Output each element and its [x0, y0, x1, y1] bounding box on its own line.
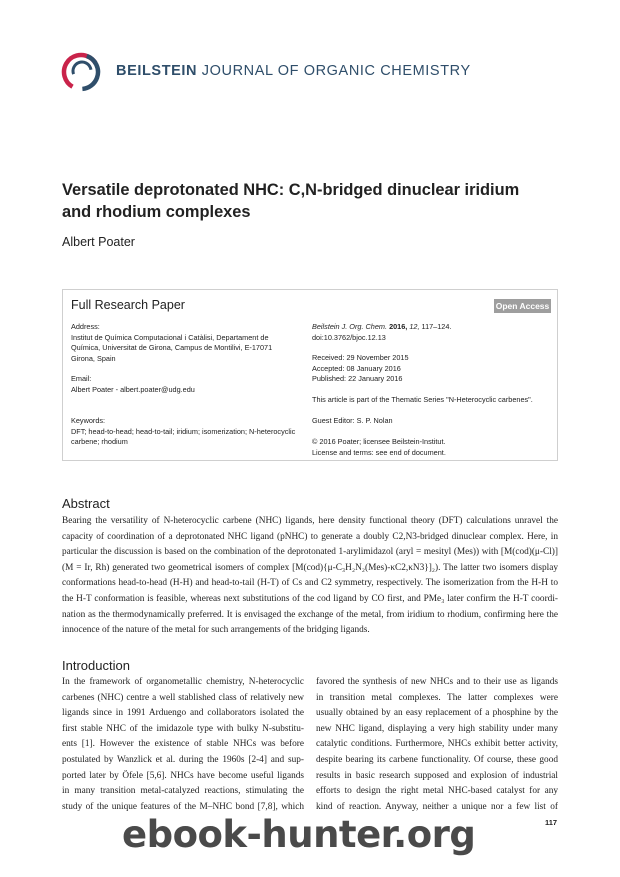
abstract-line: particular the discussion is based on the combination of the deprotonated 1-arylimidazol (aryl = mesityl (Mes)) with [M(cod)(μ-Cl)] [62, 547, 558, 558]
watermark: ebook-hunter.org [122, 813, 476, 856]
guest-editor: Guest Editor: S. P. Nolan [312, 416, 393, 425]
email-line[interactable]: Albert Poater - albert.poater@udg.edu [71, 384, 195, 394]
citation-block [312, 322, 451, 343]
intro-line: in transition metal complexes. The latter complexes were [316, 692, 558, 703]
journal-name-bold: BEILSTEIN [116, 63, 198, 79]
introduction-heading: Introduction [62, 658, 130, 673]
intro-line: results in basic research supposed and explosion of industrial [316, 770, 558, 781]
citation-line [312, 322, 451, 333]
address-line: Institut de Química Computacional i Catàlisi, Departament de [71, 332, 269, 342]
intro-line: carbenes (NHC) centre a well stablished class of relatively new [62, 692, 304, 703]
abstract-line: Bearing the versatility of N-heterocyclic carbene (NHC) ligands, here density functional theory (DFT) calculations unravel the [62, 516, 558, 526]
copyright-block [312, 437, 446, 458]
address-block [71, 322, 272, 364]
dates-block [312, 353, 409, 385]
article-title-line: Versatile deprotonated NHC: C,N-bridged dinuclear iridium [62, 181, 520, 199]
license-line: License and terms: see end of document. [312, 447, 446, 457]
abstract-line: conformations head-to-head (H-H) and head-to-tail (H-T) of Cs and C2 symmetry, respectively. The isomerization from the H-H to [62, 578, 558, 589]
citation-volume: 12, [409, 322, 420, 331]
keywords-line: DFT; head-to-head; head-to-tail; iridium; isomerization; N-heterocyclic [71, 426, 296, 436]
abstract-line: capacity of coordination of a deprotonated NHC ligand (pNHC) to generate a doubly C2,N3-bridged dinuclear complex. Here, in [62, 531, 558, 542]
intro-line: in many transition metal-catalyzed reactions, stimulating the [62, 786, 304, 797]
published-date: Published: 22 January 2016 [312, 374, 403, 383]
intro-line: ligands since in 1991 Arduengo and collaborators isolated the [62, 708, 304, 719]
intro-line: despite bearing its carbene functionality. Of course, these good [316, 754, 558, 765]
abstract-text [62, 514, 558, 639]
citation-journal: Beilstein J. Org. Chem. [312, 322, 388, 331]
keywords-label: Keywords: [71, 416, 106, 425]
intro-line: kind of reaction. Anyway, neither a unique nor a few list of [316, 801, 558, 812]
address-label: Address: [71, 322, 100, 331]
intro-line: efforts to design the right metal NHC-based catalyst for any [316, 786, 558, 797]
intro-line: new NHC ligand, displaying a very high stability under many [316, 723, 558, 734]
intro-line: ents [1]. However the existence of stable NHCs was before [62, 739, 304, 750]
introduction-left-column [62, 675, 304, 815]
intro-line: catalytic conditions. Furthermore, NHCs exhibit better activity, [316, 739, 558, 750]
keywords-line: carbene; rhodium [71, 437, 128, 446]
intro-line: study of the unique features of the M–NHC bond [7,8], which [62, 801, 304, 812]
journal-name [116, 63, 471, 79]
address-line: Química, Universitat de Girona, Campus de Montilivi, E-17071 [71, 343, 273, 352]
intro-line: In the framework of organometallic chemistry, N-heterocyclic [62, 677, 304, 687]
introduction-right-column [316, 675, 558, 815]
doi-link[interactable]: doi:10.3762/bjoc.12.13 [312, 332, 386, 342]
intro-line: favored the synthesis of new NHCs and to their use as ligands [316, 677, 558, 687]
received-date: Received: 29 November 2015 [312, 353, 409, 362]
citation-year: 2016, [389, 322, 408, 331]
article-title [62, 179, 572, 223]
intro-line: usually obtained by an easy replacement of a phosphine by the [316, 708, 558, 719]
abstract-line: innocence of the nature of the metal for such arrangements of the bridging ligands. [62, 625, 370, 636]
keywords-block [71, 416, 295, 448]
email-label: Email: [71, 374, 92, 383]
abstract-heading: Abstract [62, 496, 110, 511]
thematic-series[interactable]: This article is part of the Thematic Series "N-Heterocyclic carbenes". [312, 395, 533, 404]
intro-line: postulated by Wanzlick et al. during the 1960s [2-4] and sup- [62, 754, 304, 765]
email-block [71, 374, 195, 395]
beilstein-swirl-icon [61, 52, 101, 92]
copyright-line: © 2016 Poater; licensee Beilstein-Institut. [312, 437, 446, 446]
accepted-date: Accepted: 08 January 2016 [312, 363, 401, 373]
intro-line: ported later by Öfele [5,6]. NHCs have become useful ligands [62, 770, 304, 781]
paper-type: Full Research Paper [71, 298, 185, 312]
article-title-line: and rhodium complexes [62, 203, 251, 221]
author-name: Albert Poater [62, 235, 135, 249]
citation-pages: 117–124. [421, 322, 452, 331]
page-number: 117 [545, 818, 558, 827]
abstract-line: (M = Ir, Rh) generated two geometrical isomers of complex [M(cod){μ-C₃H₂N₂(Mes)-κC2,κN3}]₂). The latter two isomers display [62, 562, 558, 573]
open-access-badge: Open Access [495, 301, 550, 311]
journal-name-rest: JOURNAL OF ORGANIC CHEMISTRY [201, 63, 471, 79]
abstract-line: nation as the thermodynamically preferred. It is envisaged the exchange of the metal, from iridium to rhodium, confirming here the [62, 609, 558, 620]
intro-line: first stable NHC of the imidazole type with bulky N-substitu- [62, 723, 304, 734]
address-line: Girona, Spain [71, 353, 116, 363]
abstract-line: the H-T conformation is feasible, whereas next substitutions of the cod ligand by CO first, and PMe₃ later confirm the H-T coordi- [62, 593, 558, 604]
